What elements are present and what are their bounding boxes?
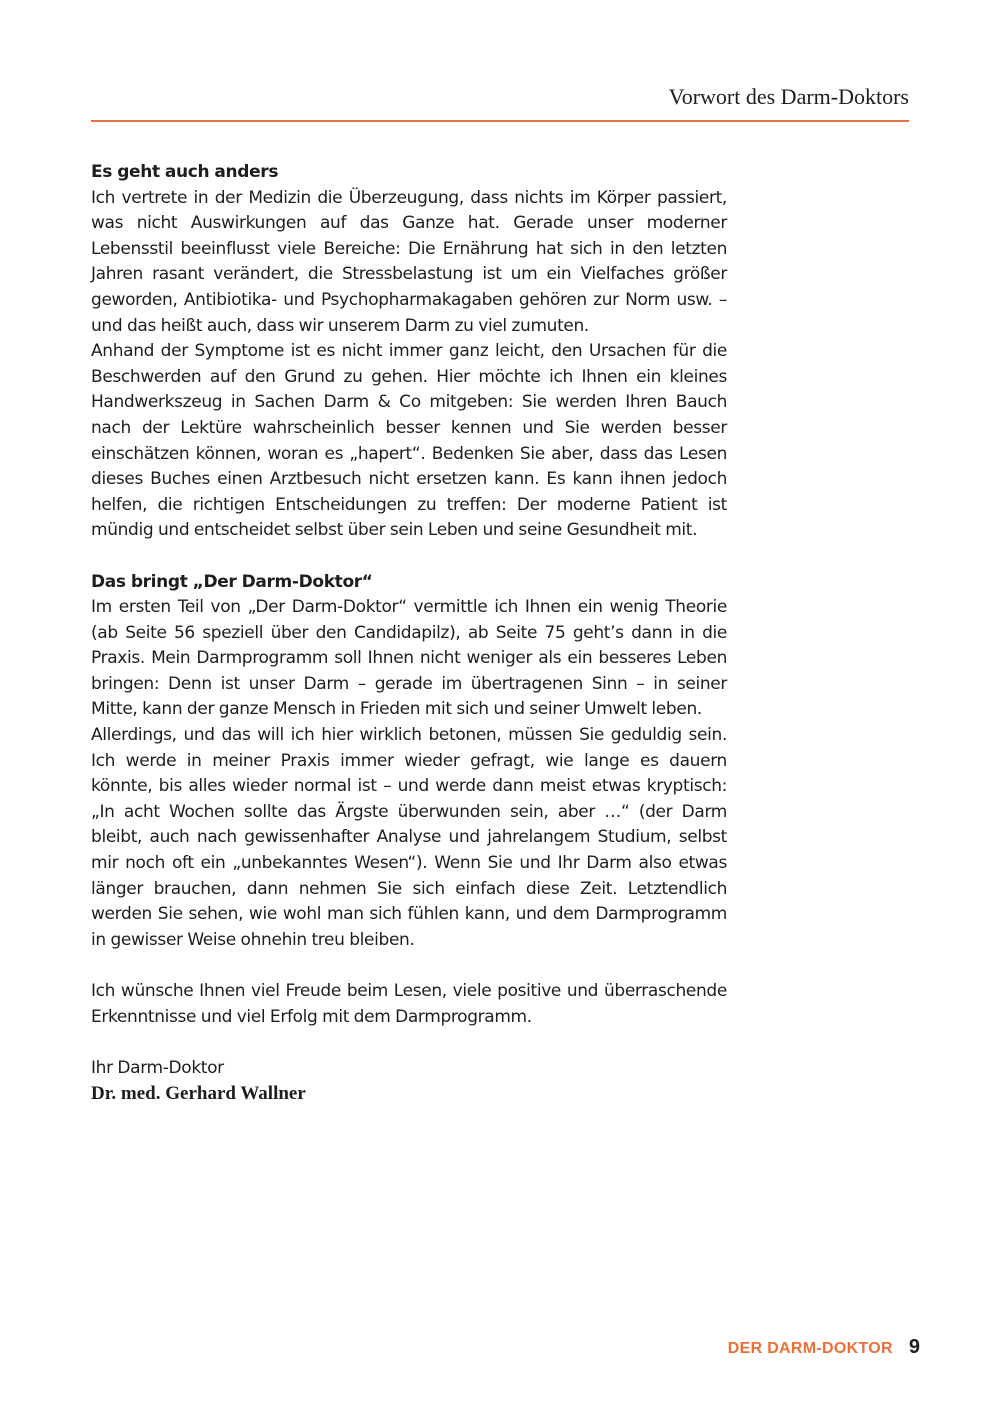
signature-line: Ihr Darm-Doktor	[91, 1057, 224, 1078]
header-rule	[91, 120, 909, 122]
paragraph: Anhand der Symptome ist es nicht immer ganz leicht, den Ursachen für die Beschwerden auf den Grund zu gehen. Hier möchte ich Ihnen ein kleines Handwerkszeug in Sachen Darm & Co mitgeben: Sie werden Ihren Bauch nach der Lektüre wahrscheinlich besser kennen und Sie werden besser einschätzen können, woran es „hapert“. Bedenken Sie aber, dass das Lesen dieses Buches einen Arztbesuch nicht ersetzen kann. Es kann ihnen jedoch helfen, die richtigen Entscheidungen zu treffen: Der moderne Patient ist mündig und entscheidet selbst über sein Leben und seine Gesundheit mit.	[91, 341, 727, 541]
closing-paragraph: Ich wünsche Ihnen viel Freude beim Lesen, viele positive und überraschende Erkenntnisse und viel Erfolg mit dem Darmprogramm.	[91, 981, 727, 1027]
section-heading-das-bringt: Das bringt „Der Darm-Doktor“	[91, 571, 373, 592]
spacer	[91, 953, 727, 979]
page-footer	[728, 1336, 920, 1359]
paragraph: Im ersten Teil von „Der Darm-Doktor“ vermittle ich Ihnen ein wenig Theorie (ab Seite 56 speziell über den Candidapilz), ab Seite 75 geht’s dann in die Praxis. Mein Darmprogramm soll Ihnen nicht weniger als ein besseres Leben bringen: Denn ist unser Darm – gerade im übertragenen Sinn – in seiner Mitte, kann der ganze Mensch in Frieden mit sich und seiner Umwelt leben.	[91, 597, 727, 720]
footer-brand: DER DARM-DOKTOR	[727, 1340, 893, 1357]
page-number: 9	[908, 1336, 920, 1358]
spacer	[91, 544, 727, 570]
section-heading-es-geht-auch-anders: Es geht auch anders	[91, 162, 279, 182]
signature-name: Dr. med. Gerhard Wallner	[91, 1083, 306, 1105]
spacer	[91, 1030, 727, 1056]
paragraph: Allerdings, und das will ich hier wirklich betonen, müssen Sie geduldig sein. Ich werde in meiner Praxis immer wieder gefragt, wie lange es dauern könnte, bis alles wieder normal ist – und werde dann meist etwas kryptisch: „In acht Wochen sollte das Ärgste überwunden sein, aber …“ (der Darm bleibt, auch nach gewissenhafter Analyse und jahrelangem Studium, selbst mir noch oft ein „unbekanntes Wesen“). Wenn Sie und Ihr Darm also etwas länger brauchen, dann nehmen Sie sich einfach diese Zeit. Letztendlich werden Sie sehen, wie wohl man sich fühlen kann, und dem Darmprogramm in gewisser Weise ohnehin treu bleiben.	[91, 725, 727, 950]
running-head: Vorwort des Darm-Doktors	[668, 84, 909, 109]
paragraph: Ich vertrete in der Medizin die Überzeugung, dass nichts im Körper passiert, was nicht Auswirkungen auf das Ganze hat. Gerade unser moderner Lebensstil beeinflusst viele Bereiche: Die Ernährung hat sich in den letzten Jahren rasant verändert, die Stressbelastung ist um ein Vielfaches größer geworden, Antibiotika- und Psychopharmakagaben gehören zur Norm usw. – und das heißt auch, dass wir unserem Darm zu viel zumuten.	[91, 187, 727, 336]
main-text	[91, 160, 727, 1107]
